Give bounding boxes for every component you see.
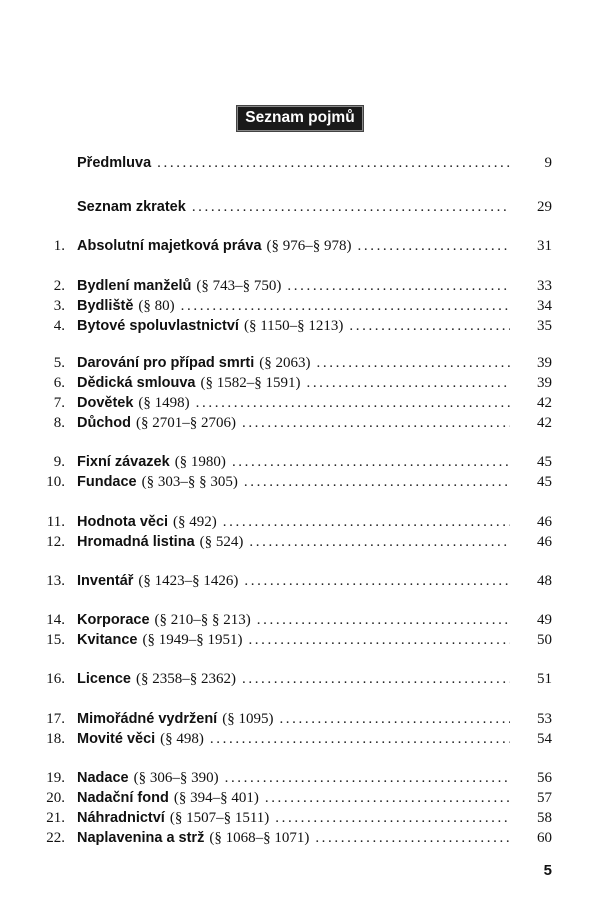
entry-reference: (§ 80) (138, 298, 175, 314)
entry-page: 29 (537, 199, 552, 215)
dot-leader (249, 532, 510, 552)
toc-entry (0, 709, 600, 729)
toc-entry (0, 808, 600, 828)
toc-entry (0, 197, 600, 217)
entry-reference: (§ 2358–§ 2362) (136, 671, 236, 687)
entry-number: 4. (53, 318, 65, 334)
entry-page: 57 (537, 790, 552, 806)
entry-page: 9 (544, 155, 552, 171)
toc-entry (0, 669, 600, 689)
entry-text (77, 571, 510, 591)
entry-text (77, 373, 510, 393)
entry-reference: (§ 492) (173, 514, 217, 530)
entry-page: 53 (537, 711, 552, 727)
dot-leader (275, 808, 510, 828)
dot-leader (315, 828, 510, 848)
entry-term: Licence (77, 671, 131, 687)
toc-entry (0, 532, 600, 552)
entry-page: 39 (537, 375, 552, 391)
entry-page: 46 (537, 514, 552, 530)
dot-leader (223, 512, 510, 532)
entry-term: Mimořádné vydržení (77, 711, 218, 727)
entry-text (77, 353, 510, 373)
dot-leader (358, 236, 510, 256)
entry-number: 13. (46, 573, 65, 589)
entry-page: 58 (537, 810, 552, 826)
entry-reference: (§ 1068–§ 1071) (209, 830, 310, 846)
entry-number: 12. (46, 534, 65, 550)
toc-entry (0, 472, 600, 492)
entry-term: Nadační fond (77, 790, 169, 806)
entry-number: 1. (53, 238, 65, 254)
entry-term: Inventář (77, 573, 134, 589)
dot-leader (225, 768, 510, 788)
entry-term: Naplavenina a strž (77, 830, 205, 846)
toc-entry (0, 353, 600, 373)
entry-reference: (§ 1980) (174, 454, 226, 470)
entry-page: 42 (537, 395, 552, 411)
toc-entry (0, 630, 600, 650)
page-number: 5 (543, 862, 552, 879)
entry-page: 49 (537, 612, 552, 628)
entry-number: 7. (53, 395, 65, 411)
toc-entry (0, 276, 600, 296)
toc-entry (0, 236, 600, 256)
entry-page: 39 (537, 355, 552, 371)
entry-text (77, 452, 510, 472)
dot-leader (349, 316, 510, 336)
entry-text (77, 729, 510, 749)
entry-term: Movité věci (77, 731, 156, 747)
entry-number: 18. (46, 731, 65, 747)
entry-reference: (§ 306–§ 390) (133, 770, 219, 786)
entry-text (77, 808, 510, 828)
entry-text (77, 788, 510, 808)
toc-entry (0, 373, 600, 393)
entry-term: Seznam zkratek (77, 199, 186, 215)
entry-reference: (§ 498) (160, 731, 204, 747)
entry-text (77, 828, 510, 848)
dot-leader (210, 729, 510, 749)
dot-leader (265, 788, 510, 808)
entry-reference: (§ 1150–§ 1213) (243, 318, 344, 334)
toc-entry (0, 393, 600, 413)
toc-entry (0, 828, 600, 848)
entry-term: Korporace (77, 612, 150, 628)
entry-reference: (§ 1507–§ 1511) (169, 810, 270, 826)
entry-reference: (§ 524) (199, 534, 244, 550)
entry-term: Hodnota věci (77, 514, 169, 530)
page-title: Seznam pojmů (236, 105, 363, 132)
entry-term: Dědická smlouva (77, 375, 196, 391)
entry-term: Bydlení manželů (77, 278, 192, 294)
entry-number: 19. (46, 770, 65, 786)
entry-reference: (§ 303–§ § 305) (141, 474, 238, 490)
entry-term: Fixní závazek (77, 454, 170, 470)
entry-page: 35 (537, 318, 552, 334)
entry-text (77, 393, 510, 413)
entry-text (77, 610, 510, 630)
entry-page: 51 (537, 671, 552, 687)
entry-text (77, 153, 510, 173)
dot-leader (248, 630, 510, 650)
dot-leader (157, 153, 510, 173)
entry-number: 10. (46, 474, 65, 490)
dot-leader (242, 669, 510, 689)
dot-leader (306, 373, 510, 393)
entry-number: 9. (53, 454, 65, 470)
entry-number: 5. (53, 355, 65, 371)
entry-text (77, 768, 510, 788)
entry-text (77, 709, 510, 729)
entry-term: Bydliště (77, 298, 134, 314)
dot-leader (257, 610, 510, 630)
entry-text (77, 316, 510, 336)
entry-text (77, 512, 510, 532)
entry-term: Dovětek (77, 395, 134, 411)
entry-reference: (§ 1423–§ 1426) (138, 573, 239, 589)
entry-number: 17. (46, 711, 65, 727)
entry-term: Fundace (77, 474, 137, 490)
dot-leader (192, 197, 510, 217)
entry-reference: (§ 743–§ 750) (196, 278, 282, 294)
entry-page: 34 (537, 298, 552, 314)
dot-leader (196, 393, 510, 413)
entry-number: 16. (46, 671, 65, 687)
entry-term: Předmluva (77, 155, 152, 171)
toc-entry (0, 571, 600, 591)
toc-entry (0, 316, 600, 336)
entry-page: 60 (537, 830, 552, 846)
entry-reference: (§ 1095) (222, 711, 274, 727)
entry-number: 15. (46, 632, 65, 648)
entry-number: 20. (46, 790, 65, 806)
entry-reference: (§ 394–§ 401) (173, 790, 259, 806)
entry-number: 6. (53, 375, 65, 391)
entry-number: 21. (46, 810, 65, 826)
dot-leader (232, 452, 510, 472)
entry-text (77, 669, 510, 689)
entry-number: 11. (46, 514, 65, 530)
toc-entry (0, 512, 600, 532)
entry-text (77, 236, 510, 256)
entry-page: 31 (537, 238, 552, 254)
entry-page: 42 (537, 415, 552, 431)
toc-entry (0, 153, 600, 173)
entry-reference: (§ 210–§ § 213) (154, 612, 251, 628)
toc-entry (0, 729, 600, 749)
entry-number: 3. (53, 298, 65, 314)
entry-text (77, 296, 510, 316)
entry-term: Náhradnictví (77, 810, 165, 826)
entry-page: 50 (537, 632, 552, 648)
dot-leader (181, 296, 510, 316)
entry-text (77, 276, 510, 296)
entry-number: 14. (46, 612, 65, 628)
dot-leader (287, 276, 510, 296)
entry-number: 2. (53, 278, 65, 294)
entry-number: 8. (53, 415, 65, 431)
entry-term: Nadace (77, 770, 129, 786)
entry-reference: (§ 2063) (259, 355, 311, 371)
entry-term: Důchod (77, 415, 131, 431)
entry-text (77, 472, 510, 492)
entry-term: Kvitance (77, 632, 138, 648)
toc-entry (0, 413, 600, 433)
toc-entry (0, 768, 600, 788)
dot-leader (317, 353, 510, 373)
dot-leader (244, 472, 510, 492)
entry-page: 33 (537, 278, 552, 294)
heading-container (0, 105, 600, 132)
entry-term: Hromadná listina (77, 534, 195, 550)
entry-text (77, 413, 510, 433)
entry-page: 45 (537, 474, 552, 490)
dot-leader (279, 709, 510, 729)
entry-page: 56 (537, 770, 552, 786)
entry-reference: (§ 976–§ 978) (266, 238, 352, 254)
toc-entry (0, 610, 600, 630)
entry-reference: (§ 1582–§ 1591) (200, 375, 301, 391)
entry-page: 54 (537, 731, 552, 747)
entry-term: Absolutní majetková práva (77, 238, 262, 254)
toc-entry (0, 788, 600, 808)
entry-text (77, 630, 510, 650)
toc-entry (0, 296, 600, 316)
entry-text (77, 532, 510, 552)
entry-reference: (§ 1498) (138, 395, 190, 411)
dot-leader (244, 571, 510, 591)
entry-page: 45 (537, 454, 552, 470)
entry-reference: (§ 1949–§ 1951) (142, 632, 243, 648)
entry-page: 46 (537, 534, 552, 550)
entry-term: Darování pro případ smrti (77, 355, 255, 371)
entry-reference: (§ 2701–§ 2706) (135, 415, 236, 431)
entry-number: 22. (46, 830, 65, 846)
toc-entry (0, 452, 600, 472)
entry-text (77, 197, 510, 217)
dot-leader (242, 413, 510, 433)
entry-page: 48 (537, 573, 552, 589)
entry-term: Bytové spoluvlastnictví (77, 318, 239, 334)
